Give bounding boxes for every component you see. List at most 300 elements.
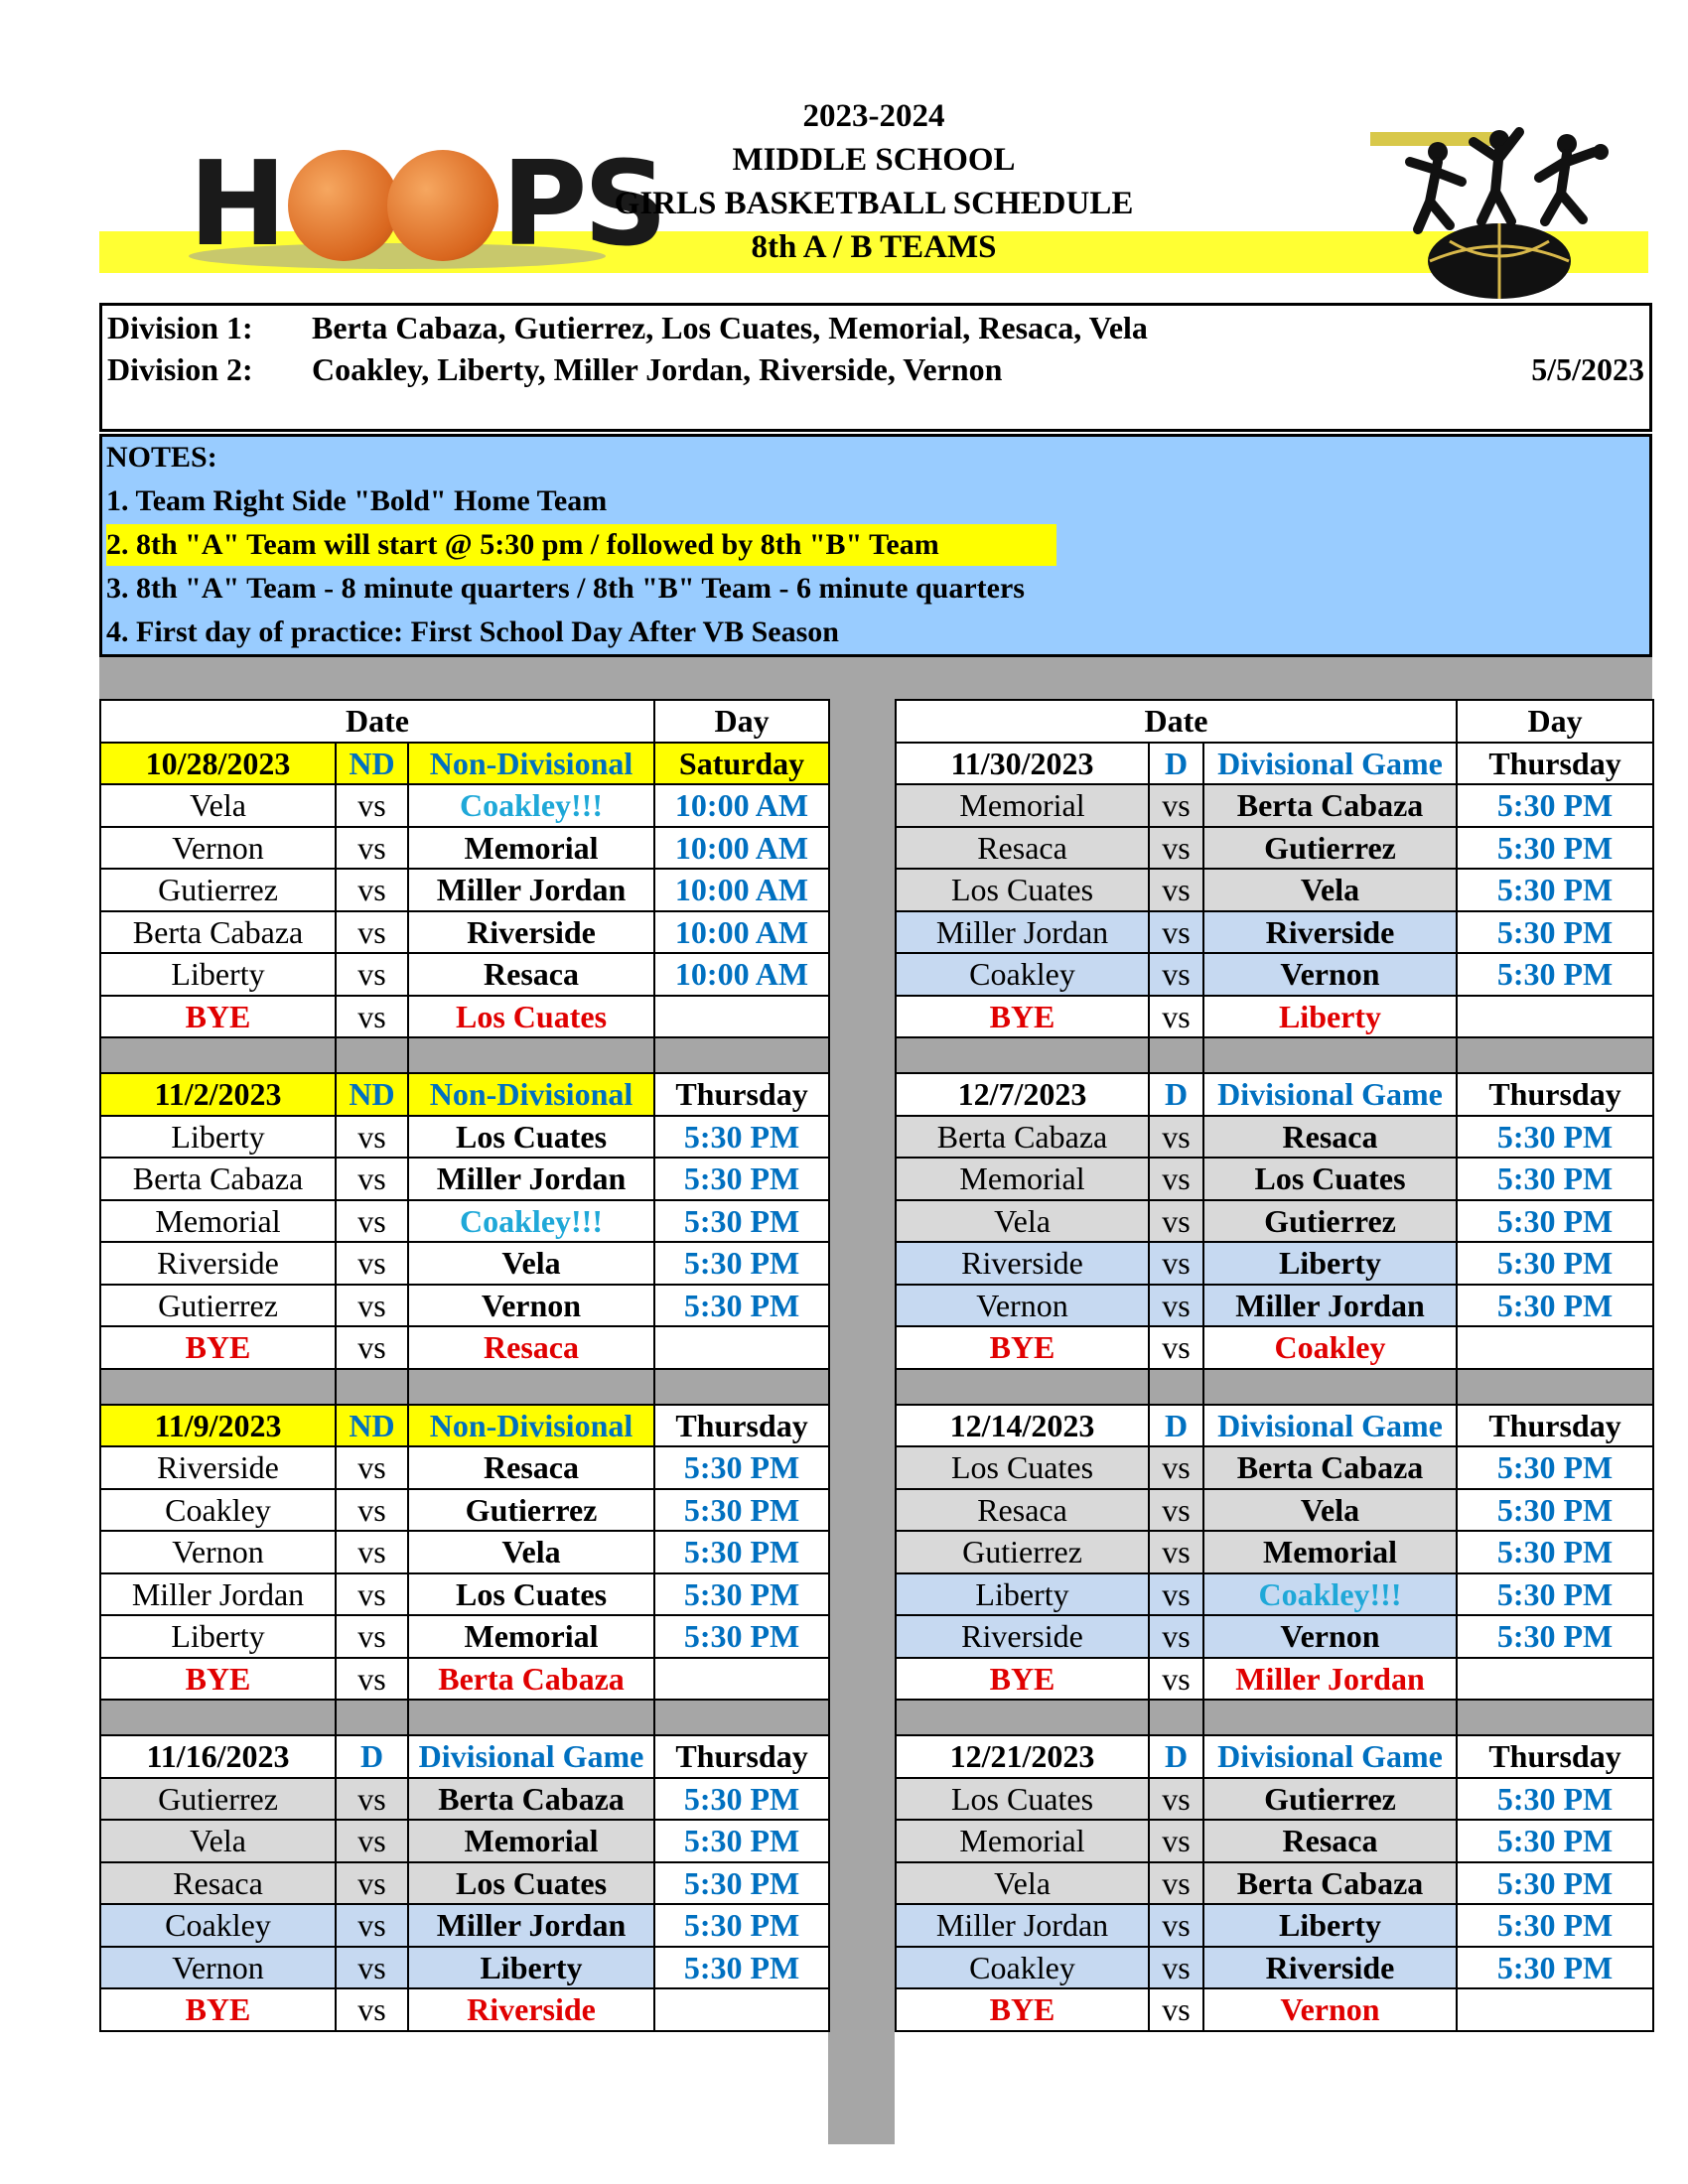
day-column-header: Day (654, 700, 829, 743)
away-team: Riverside (100, 1242, 336, 1285)
vs-label: vs (336, 1658, 408, 1701)
game-row (896, 1573, 1653, 1616)
away-team: Riverside (896, 1242, 1149, 1285)
game-row (100, 1326, 829, 1369)
game-time: 5:30 PM (654, 1947, 829, 1989)
notes-title: NOTES: (106, 441, 217, 474)
week-header-row (896, 1405, 1653, 1447)
home-team: Los Cuates (408, 996, 654, 1038)
game-time: 5:30 PM (654, 1158, 829, 1200)
game-day: Thursday (654, 1405, 829, 1447)
game-time: 5:30 PM (1457, 1778, 1653, 1821)
game-time: 5:30 PM (654, 1862, 829, 1905)
home-team: Liberty (1203, 996, 1457, 1038)
game-type-label: Non-Divisional (408, 1405, 654, 1447)
game-row (100, 1778, 829, 1821)
game-row (896, 996, 1653, 1038)
game-time: 5:30 PM (1457, 1862, 1653, 1905)
week-separator-row (100, 1700, 829, 1735)
game-time: 10:00 AM (654, 869, 829, 911)
vs-label: vs (1149, 911, 1203, 954)
vs-label: vs (1149, 996, 1203, 1038)
away-team: Liberty (100, 1615, 336, 1658)
game-row (100, 1446, 829, 1489)
game-type-code: ND (336, 743, 408, 785)
game-time: 5:30 PM (1457, 1116, 1653, 1159)
home-team: Vela (1203, 1489, 1457, 1532)
away-team: Resaca (896, 1489, 1149, 1532)
home-team: Memorial (1203, 1531, 1457, 1573)
revision-date: 5/5/2023 (1531, 351, 1644, 387)
week-separator-row (896, 1700, 1653, 1735)
division-1-row (107, 308, 1148, 347)
game-row (896, 784, 1653, 827)
game-time: 5:30 PM (1457, 1446, 1653, 1489)
title-line: 8th A / B TEAMS (751, 229, 997, 265)
game-time: 5:30 PM (1457, 869, 1653, 911)
vs-label: vs (336, 911, 408, 954)
game-day: Thursday (654, 1073, 829, 1116)
vs-label: vs (336, 996, 408, 1038)
vs-label: vs (336, 1988, 408, 2031)
away-team: BYE (100, 1326, 336, 1369)
vs-label: vs (1149, 1658, 1203, 1701)
game-row (100, 1200, 829, 1243)
separator-cell (1203, 1037, 1457, 1073)
vs-label: vs (1149, 1615, 1203, 1658)
center-gray-bar (828, 699, 895, 2144)
week-separator-row (896, 1369, 1653, 1405)
vs-label: vs (1149, 1778, 1203, 1821)
home-team: Coakley (1203, 1326, 1457, 1369)
game-time: 5:30 PM (1457, 911, 1653, 954)
game-row (100, 1573, 829, 1616)
home-team: Vernon (1203, 1988, 1457, 2031)
separator-cell (336, 1700, 408, 1735)
away-team: Riverside (896, 1615, 1149, 1658)
vs-label: vs (1149, 784, 1203, 827)
game-row (100, 1947, 829, 1989)
away-team: BYE (896, 1326, 1149, 1369)
home-team: Resaca (1203, 1116, 1457, 1159)
game-time: 5:30 PM (654, 1778, 829, 1821)
game-type-label: Divisional Game (1203, 1073, 1457, 1116)
page-header (99, 94, 1648, 298)
title-line: MIDDLE SCHOOL (732, 142, 1016, 178)
away-team: Vela (100, 1820, 336, 1862)
away-team: Coakley (100, 1489, 336, 1532)
game-date: 10/28/2023 (100, 743, 336, 785)
date-column-header: Date (100, 700, 654, 743)
game-row (896, 1489, 1653, 1532)
game-type-label: Divisional Game (1203, 743, 1457, 785)
game-row (100, 1820, 829, 1862)
logo-letters-ps: PS (501, 135, 664, 272)
game-row (896, 1116, 1653, 1159)
home-team: Coakley!!! (1203, 1573, 1457, 1616)
game-type-code: D (336, 1735, 408, 1778)
game-time: 10:00 AM (654, 911, 829, 954)
home-team: Gutierrez (1203, 1200, 1457, 1243)
home-team: Gutierrez (1203, 1778, 1457, 1821)
game-row (100, 1988, 829, 2031)
game-row (100, 953, 829, 996)
game-time: 5:30 PM (654, 1531, 829, 1573)
separator-cell (896, 1700, 1149, 1735)
home-team: Los Cuates (1203, 1158, 1457, 1200)
game-row (100, 1904, 829, 1947)
vs-label: vs (336, 1200, 408, 1243)
vs-label: vs (1149, 1904, 1203, 1947)
schedule-title (536, 94, 1211, 269)
home-team: Miller Jordan (1203, 1658, 1457, 1701)
game-date: 12/14/2023 (896, 1405, 1149, 1447)
division-1-teams: Berta Cabaza, Gutierrez, Los Cuates, Memorial, Resaca, Vela (312, 310, 1148, 345)
game-row (100, 1489, 829, 1532)
vs-label: vs (336, 869, 408, 911)
game-row (896, 1285, 1653, 1327)
game-time: 5:30 PM (654, 1446, 829, 1489)
game-type-label: Non-Divisional (408, 743, 654, 785)
game-time: 5:30 PM (1457, 1615, 1653, 1658)
game-time: 5:30 PM (654, 1904, 829, 1947)
away-team: Resaca (100, 1862, 336, 1905)
game-type-code: D (1149, 1735, 1203, 1778)
away-team: Memorial (896, 784, 1149, 827)
home-team: Vernon (1203, 1615, 1457, 1658)
game-row (896, 1820, 1653, 1862)
vs-label: vs (1149, 1446, 1203, 1489)
game-row (896, 1326, 1653, 1369)
away-team: Vernon (100, 827, 336, 870)
week-header-row (100, 1405, 829, 1447)
away-team: Resaca (896, 827, 1149, 870)
away-team: Miller Jordan (896, 911, 1149, 954)
away-team: BYE (100, 1988, 336, 2031)
game-time: 5:30 PM (654, 1200, 829, 1243)
week-header-row (896, 1073, 1653, 1116)
home-team: Berta Cabaza (1203, 1446, 1457, 1489)
separator-cell (1149, 1037, 1203, 1073)
separator-cell (896, 1369, 1149, 1405)
game-time (1457, 996, 1653, 1038)
game-time (1457, 1326, 1653, 1369)
home-team: Resaca (1203, 1820, 1457, 1862)
game-row (896, 1242, 1653, 1285)
game-date: 12/21/2023 (896, 1735, 1149, 1778)
vs-label: vs (1149, 1947, 1203, 1989)
away-team: Coakley (896, 1947, 1149, 1989)
game-time: 5:30 PM (1457, 1285, 1653, 1327)
game-row (896, 1200, 1653, 1243)
game-date: 11/16/2023 (100, 1735, 336, 1778)
week-header-row (896, 1735, 1653, 1778)
game-type-label: Divisional Game (1203, 1735, 1457, 1778)
game-time (1457, 1658, 1653, 1701)
vs-label: vs (1149, 1326, 1203, 1369)
away-team: Gutierrez (896, 1531, 1149, 1573)
schedule-table-left (99, 699, 830, 2032)
separator-cell (1203, 1700, 1457, 1735)
game-row (896, 1446, 1653, 1489)
separator-cell (1457, 1369, 1653, 1405)
week-separator-row (100, 1369, 829, 1405)
home-team: Vela (408, 1242, 654, 1285)
vs-label: vs (1149, 953, 1203, 996)
game-day: Thursday (1457, 743, 1653, 785)
division-info (99, 303, 1652, 432)
separator-cell (408, 1037, 654, 1073)
game-row (896, 1615, 1653, 1658)
vs-label: vs (1149, 1158, 1203, 1200)
vs-label: vs (1149, 1988, 1203, 2031)
away-team: BYE (100, 1658, 336, 1701)
vs-label: vs (336, 827, 408, 870)
vs-label: vs (336, 1778, 408, 1821)
note-item: 4. First day of practice: First School Day After VB Season (106, 615, 839, 648)
gray-divider (99, 657, 1652, 699)
home-team: Liberty (1203, 1242, 1457, 1285)
vs-label: vs (336, 1116, 408, 1159)
week-separator-row (896, 1037, 1653, 1073)
note-item: 1. Team Right Side "Bold" Home Team (106, 484, 608, 517)
game-row (100, 1116, 829, 1159)
column-header-row (896, 700, 1653, 743)
game-day: Saturday (654, 743, 829, 785)
away-team: Liberty (100, 953, 336, 996)
game-row (896, 953, 1653, 996)
separator-cell (1457, 1037, 1653, 1073)
game-time: 5:30 PM (1457, 1158, 1653, 1200)
week-header-row (100, 1735, 829, 1778)
game-time: 5:30 PM (654, 1242, 829, 1285)
separator-cell (408, 1369, 654, 1405)
game-day: Thursday (1457, 1405, 1653, 1447)
vs-label: vs (336, 1531, 408, 1573)
game-type-label: Non-Divisional (408, 1073, 654, 1116)
away-team: Memorial (896, 1158, 1149, 1200)
game-row (896, 1904, 1653, 1947)
vs-label: vs (1149, 1200, 1203, 1243)
home-team: Miller Jordan (1203, 1285, 1457, 1327)
home-team: Gutierrez (408, 1489, 654, 1532)
home-team: Resaca (408, 953, 654, 996)
separator-cell (408, 1700, 654, 1735)
date-column-header: Date (896, 700, 1457, 743)
game-time: 5:30 PM (654, 1489, 829, 1532)
away-team: Vela (896, 1200, 1149, 1243)
game-day: Thursday (654, 1735, 829, 1778)
vs-label: vs (1149, 1531, 1203, 1573)
separator-cell (1457, 1700, 1653, 1735)
away-team: Vela (100, 784, 336, 827)
vs-label: vs (1149, 827, 1203, 870)
game-time: 5:30 PM (1457, 1200, 1653, 1243)
away-team: BYE (896, 1988, 1149, 2031)
game-row (100, 827, 829, 870)
game-date: 11/9/2023 (100, 1405, 336, 1447)
game-day: Thursday (1457, 1735, 1653, 1778)
away-team: Liberty (896, 1573, 1149, 1616)
game-row (100, 1615, 829, 1658)
home-team: Liberty (1203, 1904, 1457, 1947)
vs-label: vs (336, 1615, 408, 1658)
separator-cell (654, 1369, 829, 1405)
game-row (896, 1158, 1653, 1200)
note-item: 3. 8th "A" Team - 8 minute quarters / 8th "B" Team - 6 minute quarters (106, 572, 1025, 605)
home-team: Liberty (408, 1947, 654, 1989)
separator-cell (100, 1037, 336, 1073)
home-team: Los Cuates (408, 1862, 654, 1905)
game-time: 5:30 PM (1457, 1242, 1653, 1285)
game-row (100, 1158, 829, 1200)
game-time: 5:30 PM (1457, 784, 1653, 827)
vs-label: vs (1149, 1820, 1203, 1862)
game-date: 11/2/2023 (100, 1073, 336, 1116)
game-row (896, 1947, 1653, 1989)
game-time: 5:30 PM (654, 1285, 829, 1327)
home-team: Memorial (408, 1820, 654, 1862)
away-team: Berta Cabaza (896, 1116, 1149, 1159)
vs-label: vs (336, 1446, 408, 1489)
separator-cell (654, 1700, 829, 1735)
vs-label: vs (1149, 869, 1203, 911)
home-team: Miller Jordan (408, 869, 654, 911)
away-team: Vernon (100, 1947, 336, 1989)
game-row (896, 911, 1653, 954)
game-time: 5:30 PM (1457, 1573, 1653, 1616)
home-team: Memorial (408, 827, 654, 870)
day-column-header: Day (1457, 700, 1653, 743)
vs-label: vs (336, 1242, 408, 1285)
game-row (896, 1778, 1653, 1821)
home-team: Berta Cabaza (1203, 784, 1457, 827)
separator-cell (100, 1369, 336, 1405)
vs-label: vs (336, 1489, 408, 1532)
away-team: BYE (100, 996, 336, 1038)
vs-label: vs (336, 1158, 408, 1200)
players-silhouette-icon (1370, 122, 1618, 299)
week-header-row (100, 1073, 829, 1116)
game-type-code: D (1149, 743, 1203, 785)
game-row (896, 1531, 1653, 1573)
game-time: 5:30 PM (654, 1820, 829, 1862)
game-time (654, 1988, 829, 2031)
game-type-label: Divisional Game (408, 1735, 654, 1778)
away-team: BYE (896, 1658, 1149, 1701)
away-team: Gutierrez (100, 869, 336, 911)
vs-label: vs (336, 1285, 408, 1327)
game-row (100, 1658, 829, 1701)
away-team: Coakley (896, 953, 1149, 996)
game-row (100, 1242, 829, 1285)
game-time (1457, 1988, 1653, 2031)
vs-label: vs (1149, 1573, 1203, 1616)
game-time: 5:30 PM (654, 1573, 829, 1616)
vs-label: vs (1149, 1862, 1203, 1905)
away-team: Memorial (100, 1200, 336, 1243)
game-type-code: ND (336, 1073, 408, 1116)
away-team: Berta Cabaza (100, 1158, 336, 1200)
home-team: Los Cuates (408, 1116, 654, 1159)
separator-cell (336, 1037, 408, 1073)
division-2-teams: Coakley, Liberty, Miller Jordan, Riverside, Vernon (312, 351, 1003, 387)
game-time (654, 996, 829, 1038)
separator-cell (1203, 1369, 1457, 1405)
game-time (654, 1658, 829, 1701)
game-time: 5:30 PM (1457, 1904, 1653, 1947)
home-team: Coakley!!! (408, 1200, 654, 1243)
home-team: Vela (408, 1531, 654, 1573)
away-team: Coakley (100, 1904, 336, 1947)
game-day: Thursday (1457, 1073, 1653, 1116)
vs-label: vs (336, 1820, 408, 1862)
vs-label: vs (336, 1862, 408, 1905)
game-type-code: D (1149, 1073, 1203, 1116)
title-line: GIRLS BASKETBALL SCHEDULE (614, 186, 1134, 221)
notes-box (99, 434, 1652, 657)
home-team: Vela (1203, 869, 1457, 911)
game-time: 5:30 PM (1457, 827, 1653, 870)
away-team: Riverside (100, 1446, 336, 1489)
away-team: Miller Jordan (100, 1573, 336, 1616)
home-team: Berta Cabaza (1203, 1862, 1457, 1905)
game-row (100, 1531, 829, 1573)
week-separator-row (100, 1037, 829, 1073)
away-team: Vernon (100, 1531, 336, 1573)
separator-cell (100, 1700, 336, 1735)
away-team: Memorial (896, 1820, 1149, 1862)
game-time: 5:30 PM (1457, 1820, 1653, 1862)
week-header-row (100, 743, 829, 785)
away-team: Vela (896, 1862, 1149, 1905)
away-team: Vernon (896, 1285, 1149, 1327)
game-time: 5:30 PM (1457, 1531, 1653, 1573)
division-1-label: Division 1: (107, 310, 253, 345)
separator-cell (896, 1037, 1149, 1073)
game-row (100, 784, 829, 827)
game-type-code: D (1149, 1405, 1203, 1447)
game-row (896, 1988, 1653, 2031)
home-team: Memorial (408, 1615, 654, 1658)
division-2-label: Division 2: (107, 351, 253, 387)
home-team: Vernon (1203, 953, 1457, 996)
game-date: 12/7/2023 (896, 1073, 1149, 1116)
away-team: Gutierrez (100, 1778, 336, 1821)
game-type-label: Divisional Game (1203, 1405, 1457, 1447)
game-time: 10:00 AM (654, 784, 829, 827)
vs-label: vs (336, 1326, 408, 1369)
home-team: Berta Cabaza (408, 1778, 654, 1821)
game-type-code: ND (336, 1405, 408, 1447)
home-team: Berta Cabaza (408, 1658, 654, 1701)
vs-label: vs (1149, 1116, 1203, 1159)
game-time: 5:30 PM (1457, 953, 1653, 996)
game-row (100, 996, 829, 1038)
away-team: Liberty (100, 1116, 336, 1159)
away-team: Los Cuates (896, 869, 1149, 911)
game-time: 5:30 PM (654, 1116, 829, 1159)
game-row (100, 869, 829, 911)
game-row (100, 1285, 829, 1327)
home-team: Miller Jordan (408, 1904, 654, 1947)
home-team: Riverside (408, 911, 654, 954)
home-team: Riverside (408, 1988, 654, 2031)
home-team: Vernon (408, 1285, 654, 1327)
game-time: 5:30 PM (1457, 1489, 1653, 1532)
home-team: Riverside (1203, 1947, 1457, 1989)
game-row (896, 827, 1653, 870)
